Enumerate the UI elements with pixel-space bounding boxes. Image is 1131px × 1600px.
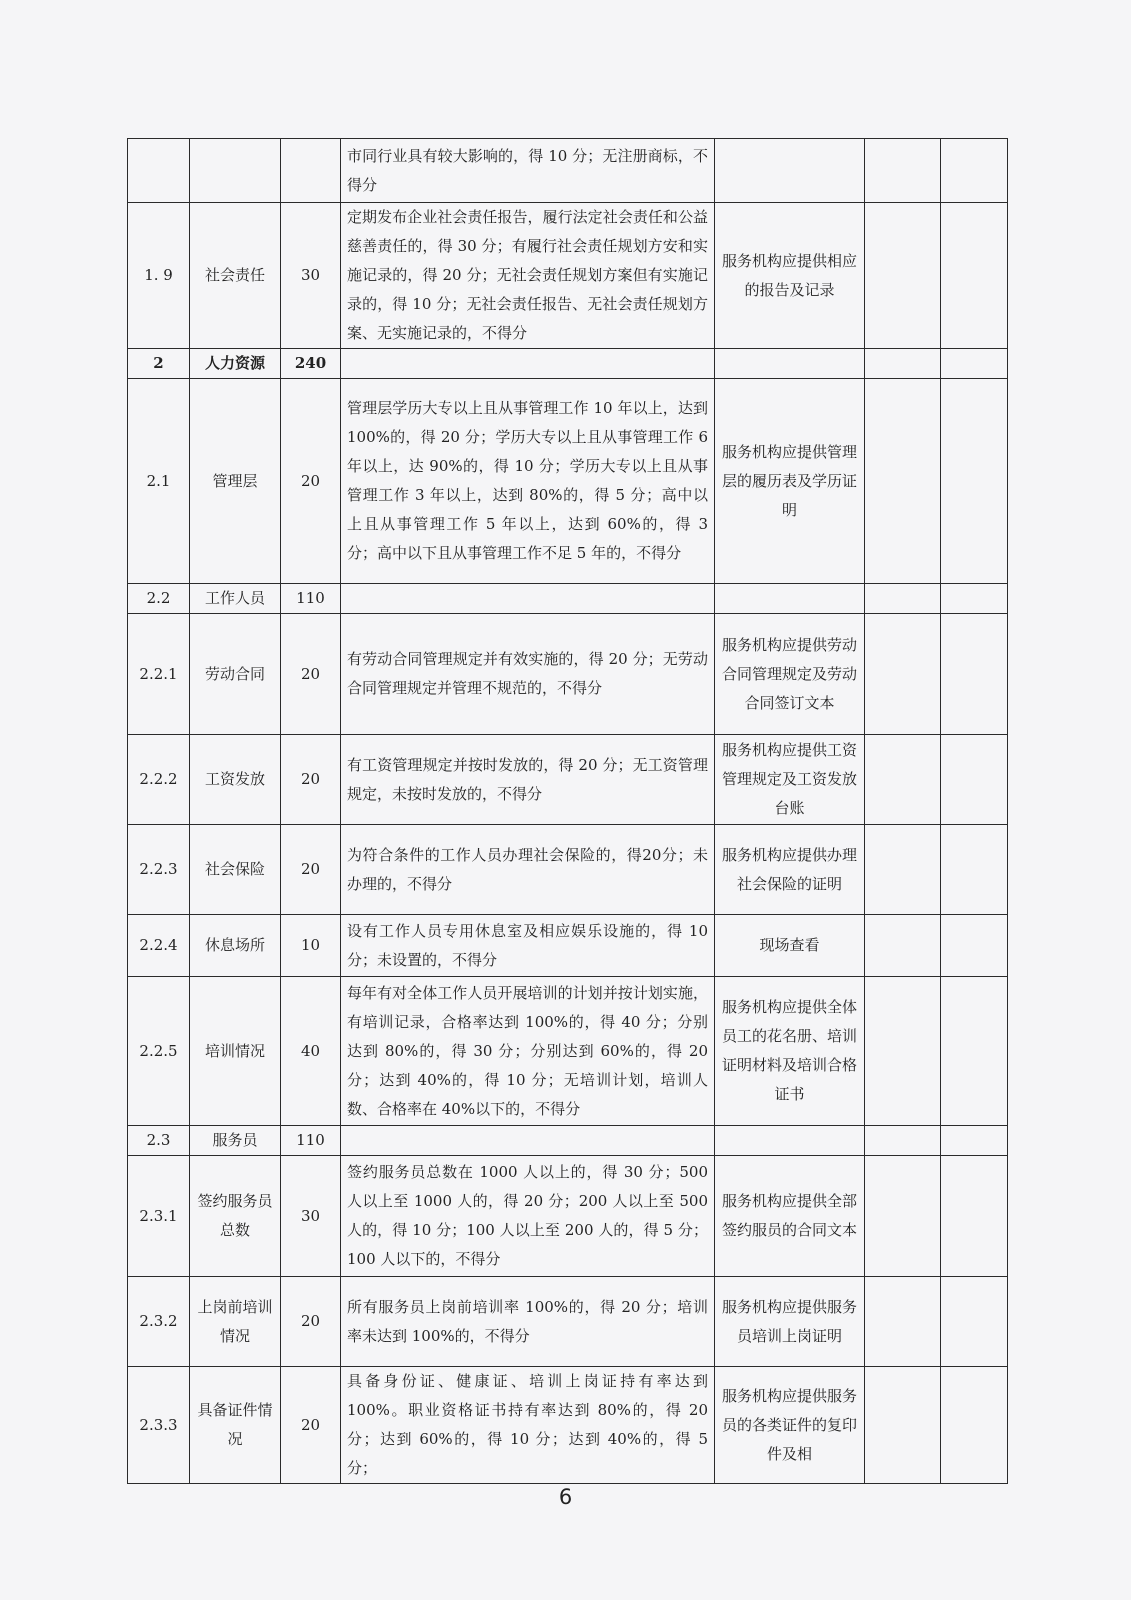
row-score: 110 bbox=[281, 1126, 341, 1156]
row-criteria: 定期发布企业社会责任报告，履行法定社会责任和公益慈善责任的，得 30 分；有履行社会责任规划方安和实施记录的，得 20 分；无社会责任规划方案但有实施记录的，得 10 分；无社会责任报告、无社会责任规划方案、无实施记录的，不得分 bbox=[341, 203, 715, 349]
row-number: 2.2.5 bbox=[128, 977, 190, 1126]
row-number bbox=[128, 139, 190, 203]
row-item: 休息场所 bbox=[190, 915, 281, 977]
row-score: 40 bbox=[281, 977, 341, 1126]
row-criteria: 有工资管理规定并按时发放的，得 20 分；无工资管理规定，未按时发放的，不得分 bbox=[341, 735, 715, 825]
table-row bbox=[128, 614, 1008, 735]
table-row bbox=[128, 139, 1008, 203]
row-criteria bbox=[341, 584, 715, 614]
row-item: 社会责任 bbox=[190, 203, 281, 349]
table-row bbox=[128, 349, 1008, 379]
table-row bbox=[128, 584, 1008, 614]
row-item: 人力资源 bbox=[190, 349, 281, 379]
row-number: 2.3.3 bbox=[128, 1367, 190, 1484]
row-materials: 服务机构应提供全部签约服员的合同文本 bbox=[715, 1156, 865, 1277]
row-number: 2.3.2 bbox=[128, 1277, 190, 1367]
row-blank-cell bbox=[865, 203, 941, 349]
row-blank-cell bbox=[865, 1156, 941, 1277]
row-blank-cell bbox=[865, 1277, 941, 1367]
row-materials: 服务机构应提供服务员的各类证件的复印件及相 bbox=[715, 1367, 865, 1484]
row-blank-cell bbox=[941, 977, 1008, 1126]
row-materials: 现场查看 bbox=[715, 915, 865, 977]
row-item: 社会保险 bbox=[190, 825, 281, 915]
row-criteria: 有劳动合同管理规定并有效实施的，得 20 分；无劳动合同管理规定并管理不规范的，不得分 bbox=[341, 614, 715, 735]
row-blank-cell bbox=[941, 614, 1008, 735]
row-criteria: 市同行业具有较大影响的，得 10 分；无注册商标，不得分 bbox=[341, 139, 715, 203]
row-blank-cell bbox=[865, 915, 941, 977]
row-number: 2 bbox=[128, 349, 190, 379]
row-blank-cell bbox=[865, 735, 941, 825]
row-score: 20 bbox=[281, 379, 341, 584]
row-blank-cell bbox=[941, 1126, 1008, 1156]
row-criteria: 所有服务员上岗前培训率 100%的，得 20 分；培训率未达到 100%的，不得分 bbox=[341, 1277, 715, 1367]
row-score: 240 bbox=[281, 349, 341, 379]
row-criteria: 具备身份证、健康证、培训上岗证持有率达到 100%。职业资格证书持有率达到 80%的，得 20 分；达到 60%的，得 10 分；达到 40%的，得 5 分； bbox=[341, 1367, 715, 1484]
page-number: 6 bbox=[558, 1485, 573, 1509]
row-item: 培训情况 bbox=[190, 977, 281, 1126]
row-number: 2.3.1 bbox=[128, 1156, 190, 1277]
row-materials: 服务机构应提供全体员工的花名册、培训证明材料及培训合格证书 bbox=[715, 977, 865, 1126]
table-row bbox=[128, 735, 1008, 825]
row-item: 管理层 bbox=[190, 379, 281, 584]
table-row bbox=[128, 203, 1008, 349]
row-materials: 服务机构应提供管理层的履历表及学历证明 bbox=[715, 379, 865, 584]
row-materials bbox=[715, 139, 865, 203]
row-materials bbox=[715, 584, 865, 614]
table-row bbox=[128, 915, 1008, 977]
row-materials bbox=[715, 349, 865, 379]
row-materials: 服务机构应提供工资管理规定及工资发放台账 bbox=[715, 735, 865, 825]
row-item: 服务员 bbox=[190, 1126, 281, 1156]
table-row bbox=[128, 825, 1008, 915]
row-number: 2.3 bbox=[128, 1126, 190, 1156]
row-blank-cell bbox=[941, 1367, 1008, 1484]
row-score: 20 bbox=[281, 735, 341, 825]
row-number: 2.2 bbox=[128, 584, 190, 614]
row-blank-cell bbox=[865, 349, 941, 379]
row-criteria: 设有工作人员专用休息室及相应娱乐设施的，得 10 分；未设置的，不得分 bbox=[341, 915, 715, 977]
row-blank-cell bbox=[941, 349, 1008, 379]
row-blank-cell bbox=[865, 825, 941, 915]
table-row bbox=[128, 1277, 1008, 1367]
row-score: 30 bbox=[281, 203, 341, 349]
row-number: 2.2.2 bbox=[128, 735, 190, 825]
row-item: 上岗前培训情况 bbox=[190, 1277, 281, 1367]
row-blank-cell bbox=[941, 584, 1008, 614]
row-criteria: 为符合条件的工作人员办理社会保险的，得20分；未办理的，不得分 bbox=[341, 825, 715, 915]
table-row bbox=[128, 1126, 1008, 1156]
row-number: 2.2.1 bbox=[128, 614, 190, 735]
row-blank-cell bbox=[941, 825, 1008, 915]
row-number: 2.2.3 bbox=[128, 825, 190, 915]
row-number: 2.1 bbox=[128, 379, 190, 584]
row-item bbox=[190, 139, 281, 203]
row-blank-cell bbox=[941, 1156, 1008, 1277]
row-blank-cell bbox=[941, 735, 1008, 825]
row-blank-cell bbox=[941, 139, 1008, 203]
row-blank-cell bbox=[865, 1126, 941, 1156]
row-materials: 服务机构应提供相应的报告及记录 bbox=[715, 203, 865, 349]
row-score: 30 bbox=[281, 1156, 341, 1277]
row-criteria: 管理层学历大专以上且从事管理工作 10 年以上，达到 100%的，得 20 分；学历大专以上且从事管理工作 6 年以上，达 90%的，得 10 分；学历大专以上且从事管理工作 3 年以上，达到 80%的，得 5 分；高中以上且从事管理工作 5 年以上，达到 60%的，得 3 分；高中以下且从事管理工作不足 5 年的，不得分 bbox=[341, 379, 715, 584]
row-criteria: 签约服务员总数在 1000 人以上的，得 30 分；500 人以上至 1000 人的，得 20 分；200 人以上至 500 人的，得 10 分；100 人以上至 200 人的，得 5 分；100 人以下的，不得分 bbox=[341, 1156, 715, 1277]
row-blank-cell bbox=[941, 1277, 1008, 1367]
table-row bbox=[128, 1156, 1008, 1277]
table-row bbox=[128, 1367, 1008, 1484]
row-score bbox=[281, 139, 341, 203]
row-score: 20 bbox=[281, 1367, 341, 1484]
row-materials: 服务机构应提供劳动合同管理规定及劳动合同签订文本 bbox=[715, 614, 865, 735]
row-materials bbox=[715, 1126, 865, 1156]
row-blank-cell bbox=[941, 915, 1008, 977]
row-number: 2.2.4 bbox=[128, 915, 190, 977]
row-blank-cell bbox=[865, 977, 941, 1126]
row-score: 20 bbox=[281, 1277, 341, 1367]
row-score: 10 bbox=[281, 915, 341, 977]
row-score: 110 bbox=[281, 584, 341, 614]
row-blank-cell bbox=[941, 203, 1008, 349]
row-item: 工资发放 bbox=[190, 735, 281, 825]
row-blank-cell bbox=[941, 379, 1008, 584]
row-blank-cell bbox=[865, 1367, 941, 1484]
row-criteria bbox=[341, 1126, 715, 1156]
row-item: 签约服务员总数 bbox=[190, 1156, 281, 1277]
row-score: 20 bbox=[281, 614, 341, 735]
table-row bbox=[128, 379, 1008, 584]
row-blank-cell bbox=[865, 584, 941, 614]
row-number: 1. 9 bbox=[128, 203, 190, 349]
row-item: 工作人员 bbox=[190, 584, 281, 614]
row-score: 20 bbox=[281, 825, 341, 915]
row-blank-cell bbox=[865, 379, 941, 584]
row-criteria bbox=[341, 349, 715, 379]
row-criteria: 每年有对全体工作人员开展培训的计划并按计划实施，有培训记录，合格率达到 100%的，得 40 分；分别达到 80%的，得 30 分；分别达到 60%的，得 20 分；达到 40%的，得 10 分；无培训计划，培训人数、合格率在 40%以下的，不得分 bbox=[341, 977, 715, 1126]
row-materials: 服务机构应提供服务员培训上岗证明 bbox=[715, 1277, 865, 1367]
row-item: 具备证件情况 bbox=[190, 1367, 281, 1484]
row-item: 劳动合同 bbox=[190, 614, 281, 735]
evaluation-table bbox=[127, 138, 1008, 1484]
row-materials: 服务机构应提供办理社会保险的证明 bbox=[715, 825, 865, 915]
table-row bbox=[128, 977, 1008, 1126]
row-blank-cell bbox=[865, 614, 941, 735]
row-blank-cell bbox=[865, 139, 941, 203]
